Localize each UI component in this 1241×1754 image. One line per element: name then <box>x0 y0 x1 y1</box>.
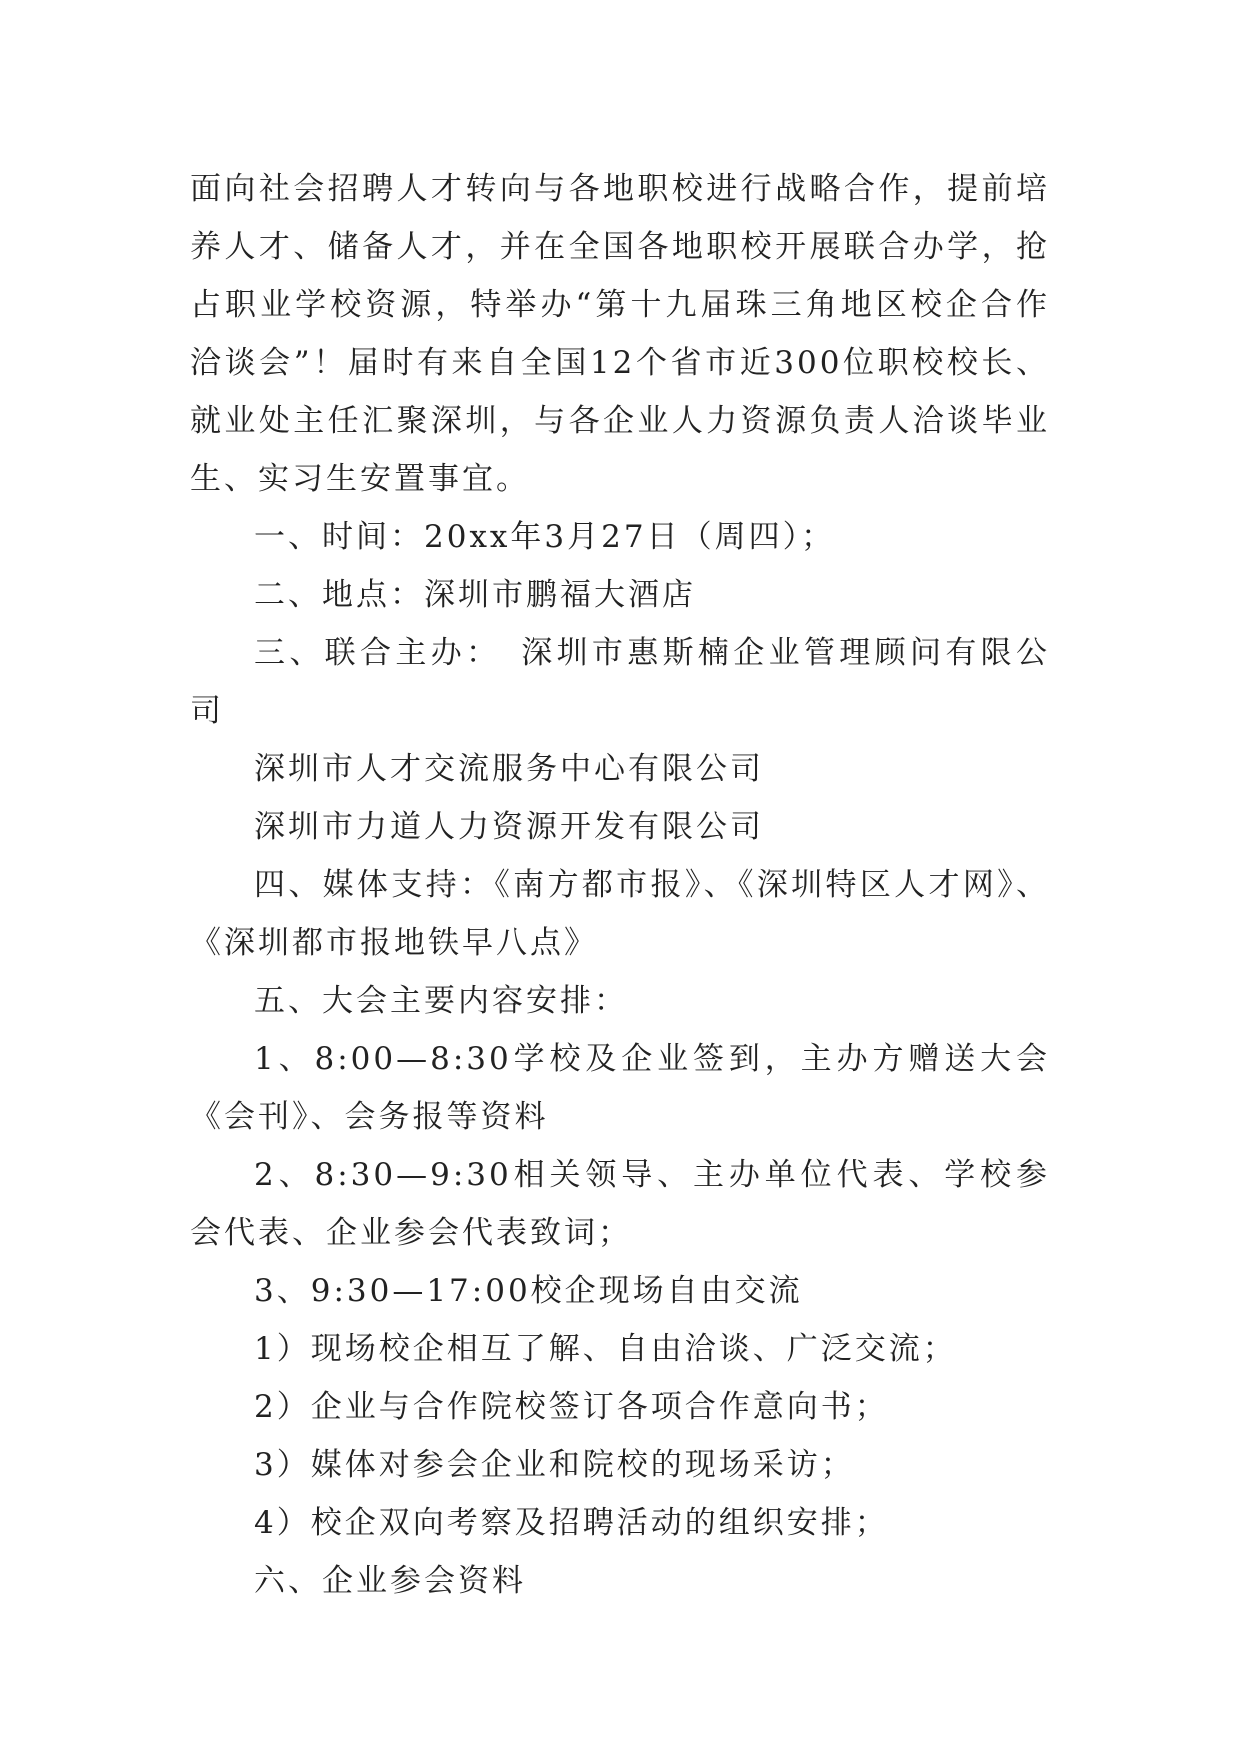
organizer-item: 深圳市人才交流服务中心有限公司 <box>254 751 764 787</box>
section-materials: 六、企业参会资料 <box>254 1563 526 1599</box>
section-organizers: 三、联合主办： 深圳市惠斯楠企业管理顾问有限公司 <box>190 635 1050 729</box>
agenda-subitem: 2）企业与合作院校签订各项合作意向书； <box>254 1389 889 1425</box>
organizer-item: 深圳市力道人力资源开发有限公司 <box>254 809 764 845</box>
agenda-item: 3、9:30—17:00校企现场自由交流 <box>254 1273 803 1309</box>
agenda-subitem: 3）媒体对参会企业和院校的现场采访； <box>254 1447 855 1483</box>
agenda-subitem: 1）现场校企相互了解、自由洽谈、广泛交流； <box>254 1331 957 1367</box>
agenda-item: 1、8:00—8:30学校及企业签到，主办方赠送大会《会刊》、会务报等资料 <box>190 1041 1050 1135</box>
section-time: 一、时间：20xx年3月27日（周四）； <box>254 519 836 555</box>
agenda-subitem: 4）校企双向考察及招聘活动的组织安排； <box>254 1505 889 1541</box>
document-body <box>190 160 1050 1610</box>
agenda-item: 2、8:30—9:30相关领导、主办单位代表、学校参会代表、企业参会代表致词； <box>190 1157 1050 1251</box>
section-agenda: 五、大会主要内容安排： <box>254 983 628 1019</box>
intro-paragraph: 面向社会招聘人才转向与各地职校进行战略合作，提前培养人才、储备人才，并在全国各地职校开展联合办学，抢占职业学校资源，特举办“第十九届珠三角地区校企合作洽谈会”！届时有来自全国12个省市近300位职校校长、就业处主任汇聚深圳，与各企业人力资源负责人洽谈毕业生、实习生安置事宜。 <box>190 171 1050 497</box>
section-location: 二、地点：深圳市鹏福大酒店 <box>254 577 696 613</box>
section-media: 四、媒体支持：《南方都市报》、《深圳特区人才网》、《深圳都市报地铁早八点》 <box>190 867 1050 961</box>
